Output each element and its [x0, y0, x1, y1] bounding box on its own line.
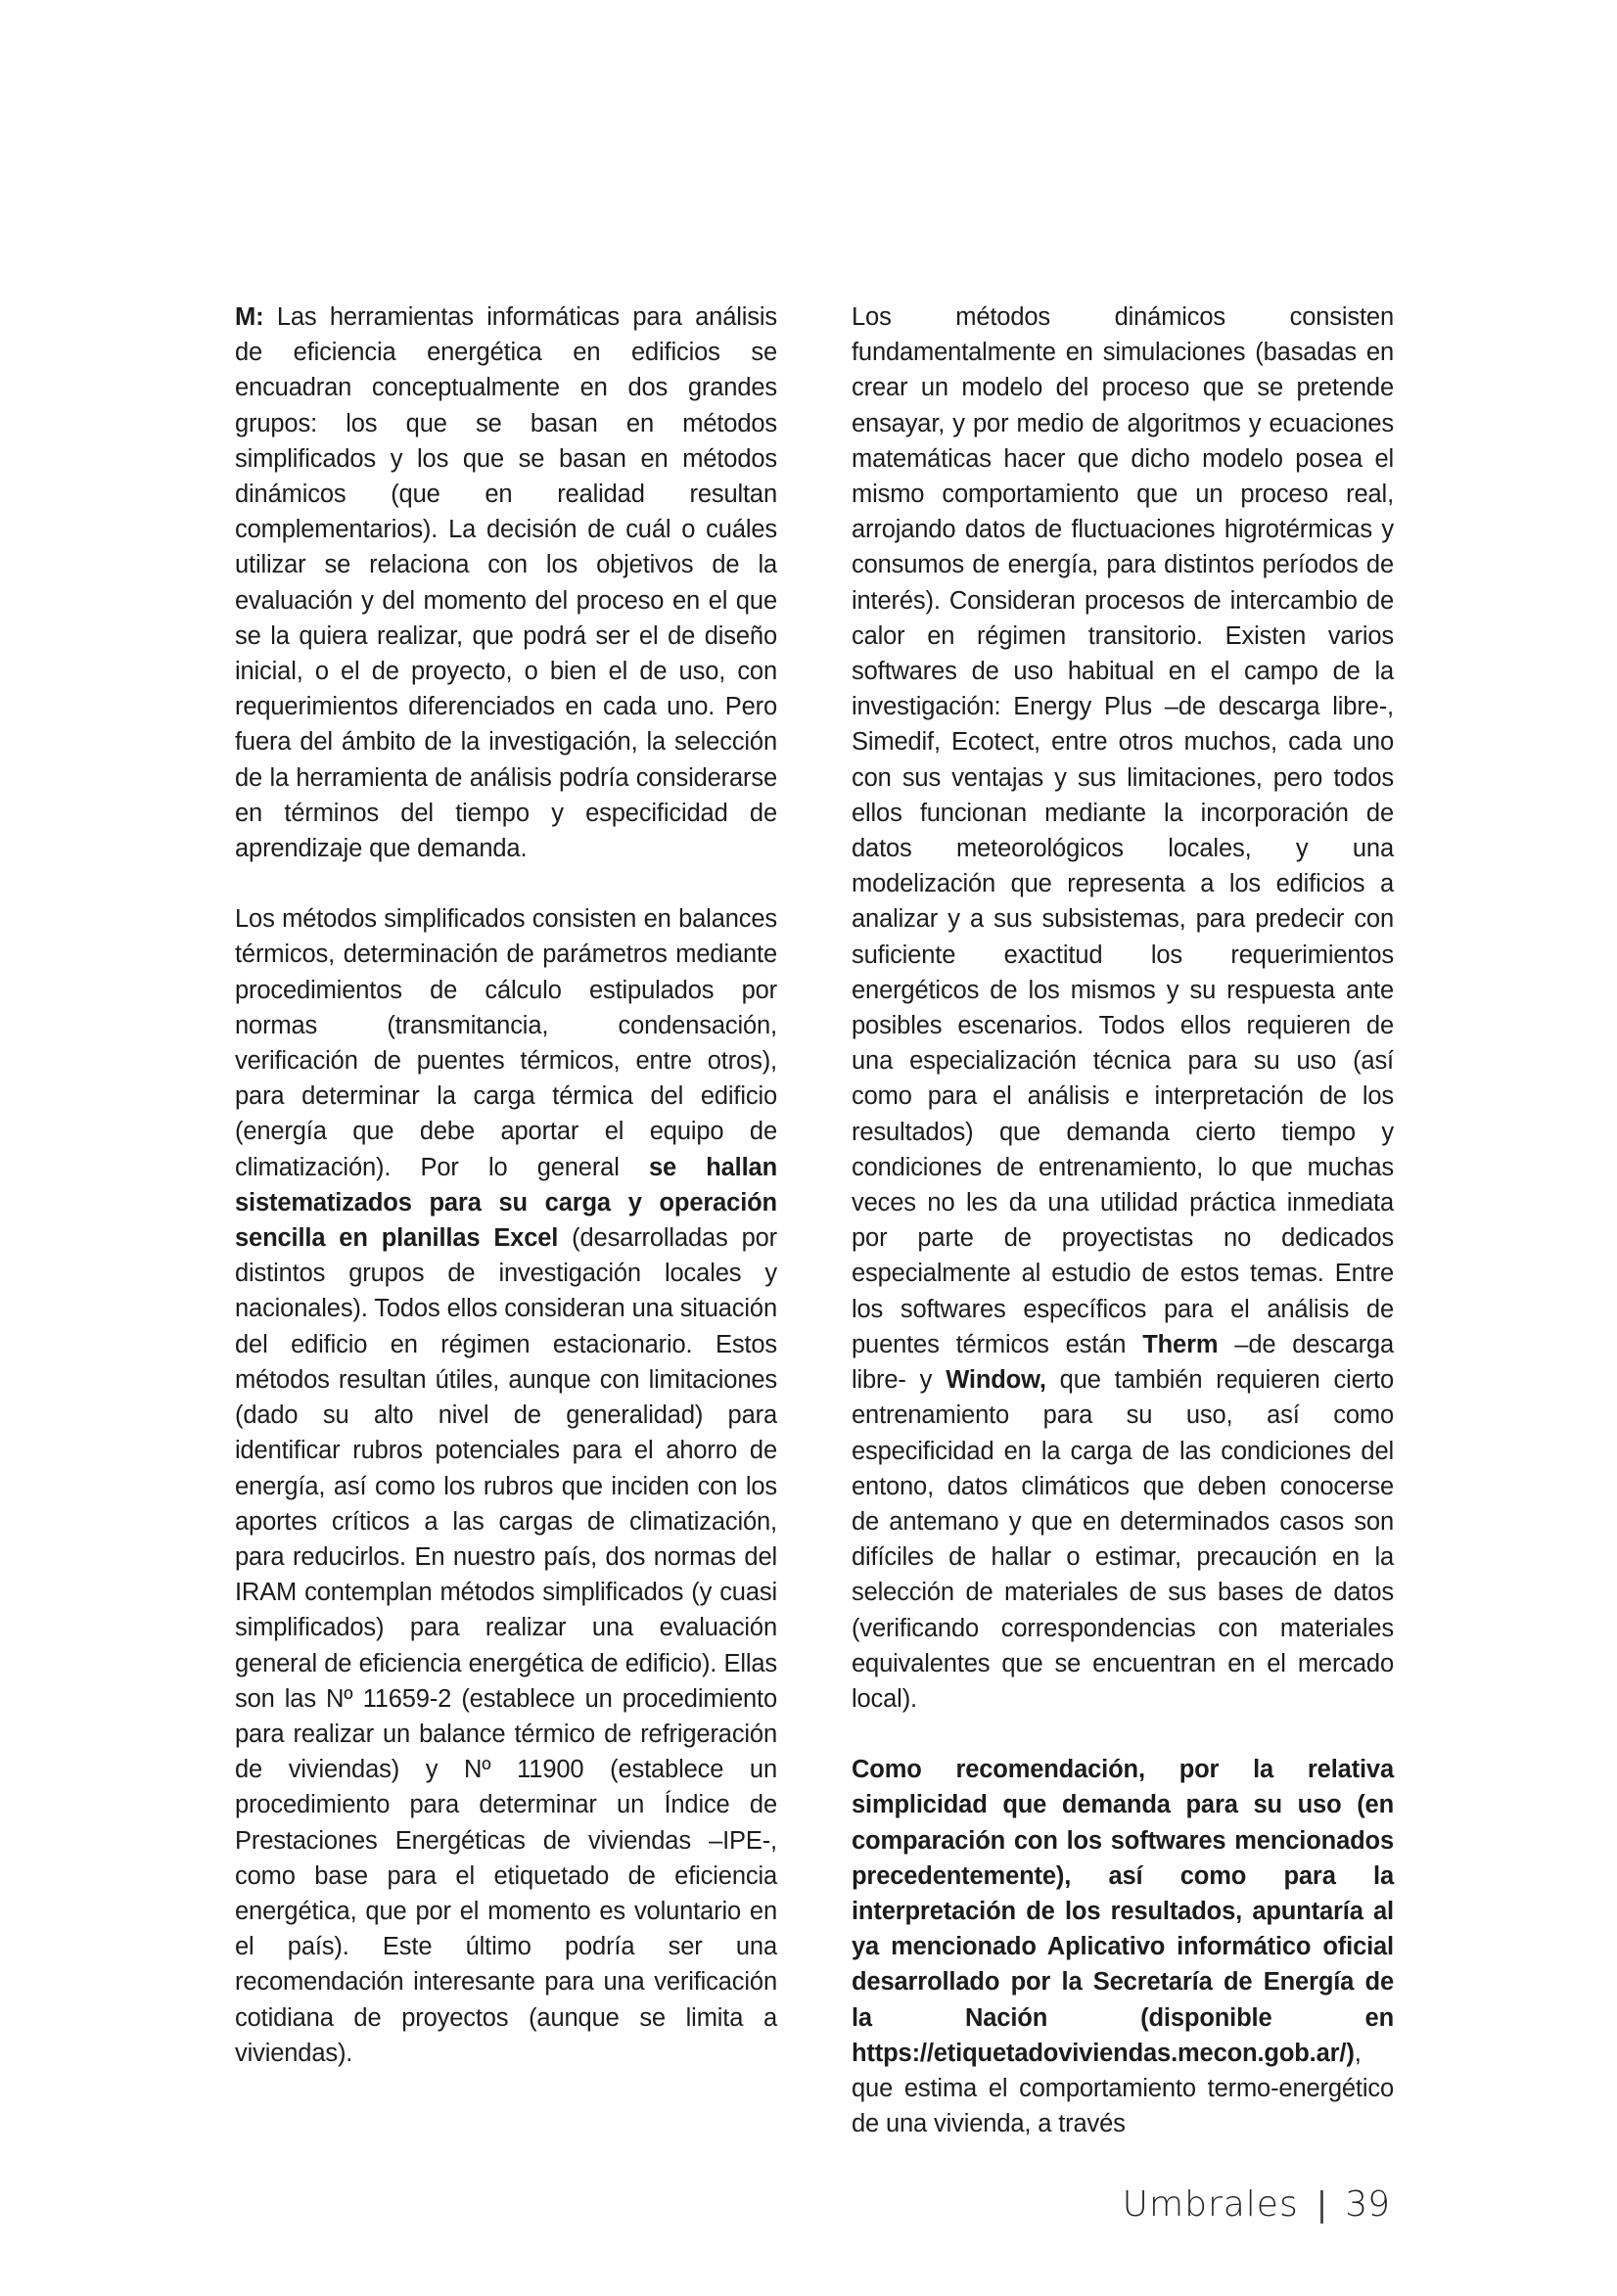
paragraph-recommendation [852, 1752, 1394, 2141]
left-column [235, 299, 777, 2106]
paragraph-text: que también requieren cierto entrenamiento para su uso, así como especificidad en la carga de las condiciones del entono, datos climáticos que deben conocerse de antemano y que en determinados casos son difíciles de hallar o estimar, precaución en la selección de materiales de sus bases de datos (verificando correspondencias con materiales equivalentes que se encuentran en el mercado local). [852, 1366, 1394, 1713]
right-column [852, 299, 1394, 2177]
paragraph-text: Los métodos simplificados consisten en balances térmicos, determinación de parámetros mediante procedimientos de cálculo estipulados por normas (transmitancia, condensación, verificación de puentes térmicos, entre otros), para determinar la carga térmica del edificio (energía que debe aportar el equipo de climatización). Por lo general [235, 905, 777, 1181]
paragraph-text: Las herramientas informáticas para análisis de eficiencia energética en edificios se encuadran conceptualmente en dos grandes grupos: los que se basan en métodos simplificados y los que se basan en métodos dinámicos (que en realidad resultan complementarios). La decisión de cuál o cuáles utilizar se relaciona con los objetivos de la evaluación y del momento del proceso en el que se la quiera realizar, que podrá ser el de diseño inicial, o el de proyecto, o bien el de uso, con requerimientos diferenciados en cada uno. Pero fuera del ámbito de la investigación, la selección de la herramienta de análisis podría considerarse en términos del tiempo y especificidad de aprendizaje que demanda. [235, 303, 777, 863]
paragraph-simplified-methods [235, 901, 777, 2071]
publication-name: Umbrales [1122, 2184, 1299, 2225]
page-footer [1123, 2184, 1390, 2225]
software-name-window: Window, [946, 1366, 1046, 1395]
paragraph-text: –de descarga libre- y [852, 1330, 1395, 1395]
paragraph-text: Los métodos dinámicos consisten fundamentalmente en simulaciones (basadas en crear un modelo del proceso que se pretende ensayar, y por medio de algoritmos y ecuaciones matemáticas hacer que dicho modelo posea el mismo comportamiento que un proceso real, arrojando datos de fluctuaciones higrotérmicas y consumos de energía, para distintos períodos de interés). Consideran procesos de intercambio de calor en régimen transitorio. Existen varios softwares de uso habitual en el campo de la investigación: Energy Plus –de descarga libre-, Simedif, Ecotect, entre otros muchos, cada uno con sus ventajas y sus limitaciones, pero todos ellos funcionan mediante la incorporación de datos meteorológicos locales, y una modelización que representa a los edificios a analizar y a sus subsistemas, para predecir con suficiente exactitud los requerimientos energéticos de los mismos y su respuesta ante posibles escenarios. Todos ellos requieren de una especialización técnica para su uso (así como para el análisis e interpretación de los resultados) que demanda cierto tiempo y condiciones de entrenamiento, lo que muchas veces no les da una utilidad práctica inmediata por parte de proyectistas no dedicados especialmente al estudio de estos temas. Entre los softwares específicos para el análisis de puentes térmicos están [852, 303, 1394, 1358]
paragraph-text: , que estima el comportamiento termo-energético de una vivienda, a través [852, 2039, 1394, 2138]
paragraph-text: (desarrolladas por distintos grupos de investigación locales y nacionales). Todos ellos consideran una situación del edificio en régimen estacionario. Estos métodos resultan útiles, aunque con limitaciones (dado su alto nivel de generalidad) para identificar rubros potenciales para el ahorro de energía, así como los rubros que inciden con los aportes críticos a las cargas de climatización, para reducirlos. En nuestro país, dos normas del IRAM contemplan métodos simplificados (y cuasi simplificados) para realizar una evaluación general de eficiencia energética de edificio). Ellas son las Nº 11659-2 (establece un procedimiento para realizar un balance térmico de refrigeración de viviendas) y Nº 11900 (establece un procedimiento para determinar un Índice de Prestaciones Energéticas de viviendas –IPE-, como base para el etiquetado de eficiencia energética, que por el momento es voluntario en el país). Este último podría ser una recomendación interesante para una verificación cotidiana de proyectos (aunque se limita a viviendas). [235, 1224, 777, 2067]
page-number: 39 [1345, 2184, 1390, 2225]
paragraph-bold-text: se hallan sistematizados para su carga y operación sencilla en planillas Excel [235, 1153, 777, 1253]
speaker-label: M: [235, 303, 264, 331]
footer-separator: | [1316, 2184, 1328, 2225]
paragraph-dynamic-methods [852, 299, 1394, 1717]
software-name-therm: Therm [1142, 1330, 1219, 1358]
paragraph-bold-text: Como recomendación, por la relativa simplicidad que demanda para su uso (en comparación con los softwares mencionados precedentemente), así como para la interpretación de los resultados, apuntaría al ya mencionado Aplicativo informático oficial desarrollado por la Secretaría de Energía de la Nación (disponible en https://etiquetadoviviendas.mecon.gob.ar/) [852, 1756, 1394, 2067]
paragraph-intro [235, 299, 777, 866]
